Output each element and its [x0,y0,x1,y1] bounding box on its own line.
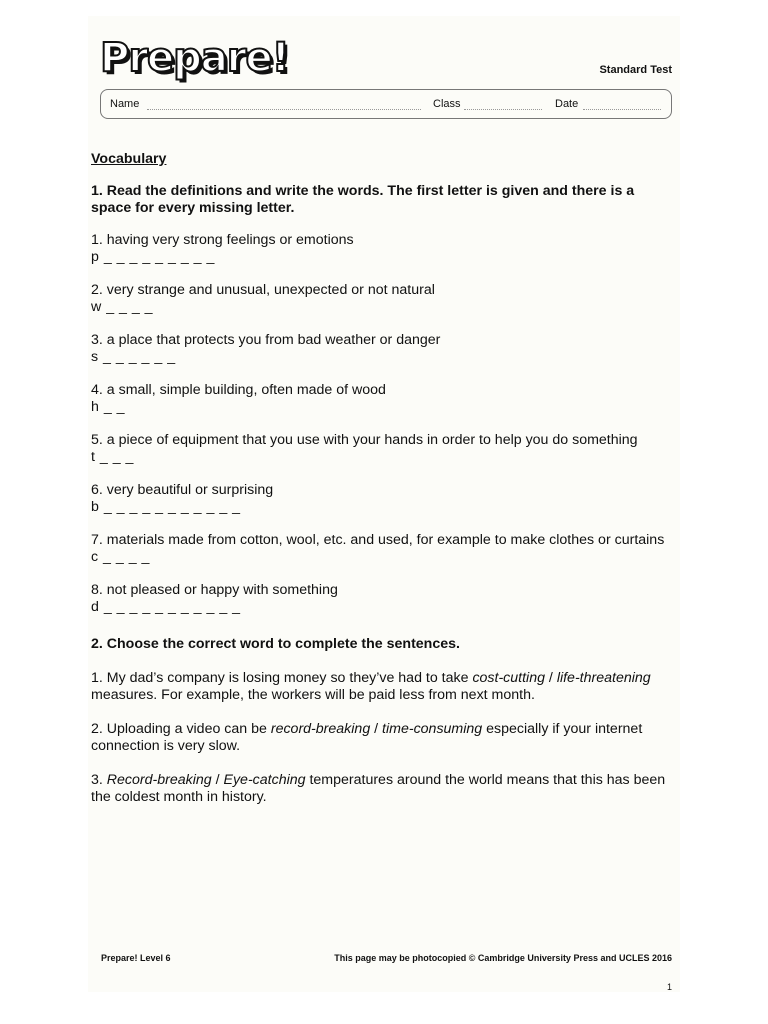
word-option-2[interactable]: Eye-catching [223,772,306,788]
vocab-definition: 4. a small, simple building, often made of wood [91,382,386,398]
sentence-text-after: especially if your internet connection is very slow. [91,721,643,754]
vocab-definition: 8. not pleased or happy with something [91,582,338,598]
date-field[interactable] [583,109,661,110]
vocab-definition: 2. very strange and unusual, unexpected or not natural [91,282,435,298]
word-option-1[interactable]: cost-cutting [472,670,545,686]
worksheet-content [91,151,676,823]
student-info-bar [100,89,672,119]
vocab-item [91,582,676,616]
word-option-1[interactable]: record-breaking [270,721,371,737]
vocab-item [91,432,676,466]
class-label: Class [433,98,461,110]
option-separator: / [544,670,557,686]
vocab-answer-blank[interactable]: h _ _ [91,399,126,415]
vocab-answer-blank[interactable]: d _ _ _ _ _ _ _ _ _ _ _ [91,599,241,615]
option-separator: / [370,721,383,737]
vocab-item [91,382,676,416]
sentence-item [91,670,676,704]
vocab-definition: 6. very beautiful or surprising [91,482,274,498]
sentence-text-after: measures. For example, the workers will be paid less from next month. [91,687,535,703]
sentence-text-after: temperatures around the world means that this has been the coldest month in history. [91,772,666,805]
sentence-item [91,772,676,806]
class-field[interactable] [464,109,542,110]
part2-instruction: 2. Choose the correct word to complete the sentences. [91,636,460,652]
vocab-definition: 3. a place that protects you from bad weather or danger [91,332,441,348]
test-type-label: Standard Test [599,64,672,76]
date-label: Date [555,98,579,110]
vocab-answer-blank[interactable]: c _ _ _ _ [91,549,150,565]
option-separator: / [211,772,224,788]
footer-copyright: This page may be photocopied © Cambridge University Press and UCLES 2016 [334,953,672,963]
sentence-text-before: 1. My dad’s company is losing money so they’ve had to take [91,670,473,686]
sentence-item [91,721,676,755]
prepare-logo: Prepare! [100,35,289,81]
vocab-answer-blank[interactable]: s _ _ _ _ _ _ [91,349,176,365]
vocab-definition: 7. materials made from cotton, wool, etc. and used, for example to make clothes or curtains [91,532,665,548]
vocab-item [91,282,676,316]
vocab-item [91,482,676,516]
vocab-item [91,232,676,266]
footer-level: Prepare! Level 6 [101,953,171,963]
vocab-item [91,532,676,566]
word-option-1[interactable]: Record-breaking [106,772,212,788]
word-option-2[interactable]: time-consuming [382,721,483,737]
vocab-answer-blank[interactable]: t _ _ _ [91,449,134,465]
name-field[interactable] [147,109,421,110]
section-title: Vocabulary [91,151,167,167]
vocab-answer-blank[interactable]: b _ _ _ _ _ _ _ _ _ _ _ [91,499,241,515]
sentence-text-before: 3. [91,772,107,788]
page-number: 1 [666,982,672,992]
vocab-item [91,332,676,366]
word-option-2[interactable]: life-threatening [556,670,651,686]
sentence-text-before: 2. Uploading a video can be [91,721,271,737]
part1-instruction: 1. Read the definitions and write the words. The first letter is given and there is a space for every missing letter. [91,183,635,216]
vocab-definition: 5. a piece of equipment that you use with your hands in order to help you do something [91,432,638,448]
vocab-answer-blank[interactable]: w _ _ _ _ [91,299,154,315]
vocab-definition: 1. having very strong feelings or emotions [91,232,354,248]
vocab-answer-blank[interactable]: p _ _ _ _ _ _ _ _ _ [91,249,215,265]
name-label: Name [110,98,140,110]
